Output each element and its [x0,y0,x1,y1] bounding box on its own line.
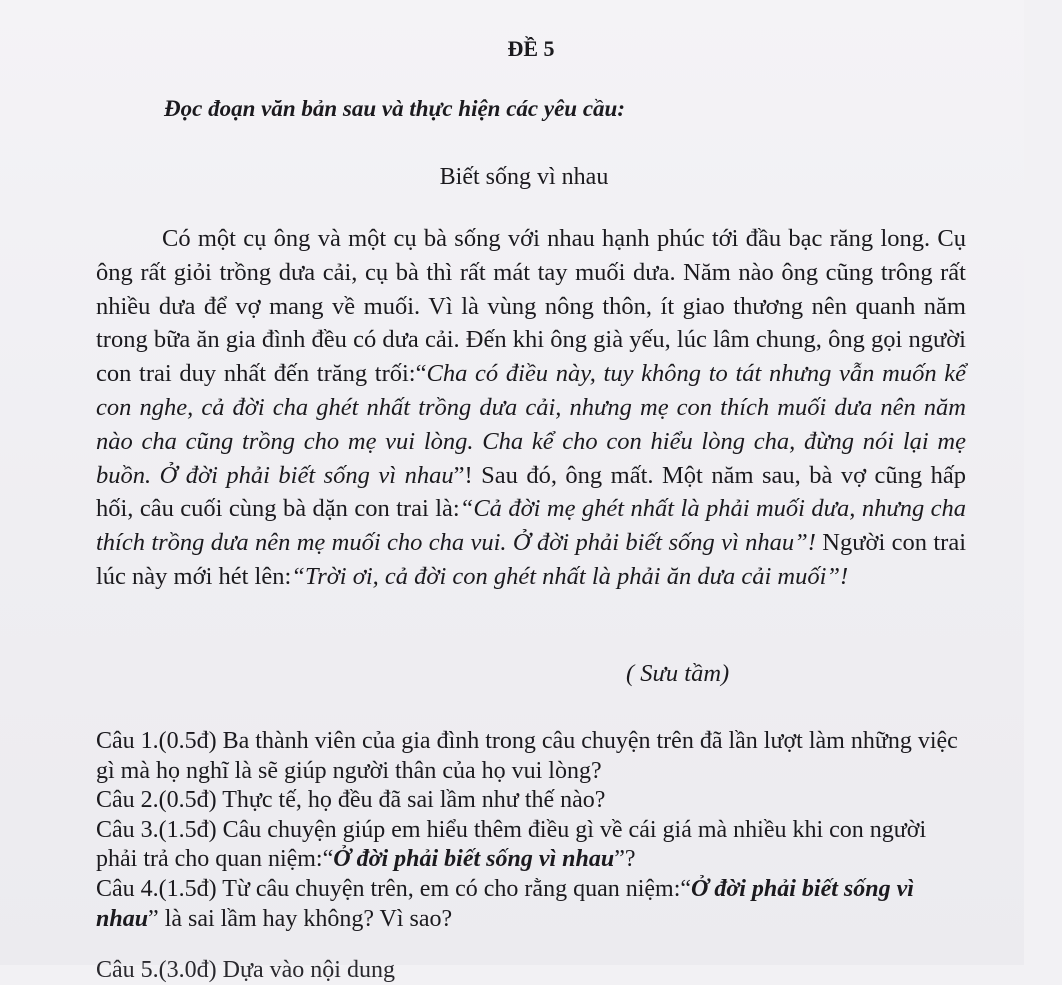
instruction-text: Đọc đoạn văn bản sau và thực hiện các yêu cầu: [164,96,625,121]
story-title: Biết sống vì nhau [439,164,609,190]
quoted-maxim: Ở đời phải biết sống vì nhau [96,875,914,932]
question-2: Câu 2.(0.5đ) Thực tế, họ đều đã sai lầm như thế nào? [96,787,606,814]
narration-3: Người con trai lúc này mới hét lên: [96,529,966,590]
question-3: Câu 3.(1.5đ) Câu chuyện giúp em hiểu thêm điều gì về cái giá mà nhiều khi con người phải trả cho quan niệm:“Ở đời phải biết sống vì nhau”? [96,816,927,873]
quoted-maxim: Ở đời phải biết sống vì nhau [333,846,615,873]
question-1: Câu 1.(0.5đ) Ba thành viên của gia đình trong câu chuyện trên đã lần lượt làm những việc gì mà họ nghĩ là sẽ giúp người thân của họ vui lòng? [96,728,958,784]
mother-quote: “Cả đời mẹ ghét nhất là phải muối dưa, nhưng cha thích trồng dưa nên mẹ muối cho cha vui. Ở đời phải biết sống vì nhau”! [96,495,967,557]
son-quote: “Trời ơi, cả đời con ghét nhất là phải ăn dưa cải muối”! [291,562,849,590]
source-note: ( Sưu tầm) [626,660,730,687]
question-5-cutoff: Câu 5.(3.0đ) Dựa vào nội dung [96,957,395,983]
narration-1: Có một cụ ông và một cụ bà sống với nhau hạnh phúc tới đầu bạc răng long. Cụ ông rất giỏi trồng dưa cải, cụ bà thì rất mát tay muối dưa. Năm nào ông cũng trông rất nhiều dưa để vợ mang về muối. Vì là vùng nông thôn, ít giao thương nên quanh năm trong bữa ăn gia đình đều có dưa cải. Đến khi ông già yếu, lúc lâm chung, ông gọi người con trai duy nhất đến trăng trối:“ [96,225,966,388]
question-list [96,727,968,934]
exam-heading: ĐỀ 5 [507,36,555,61]
father-quote: Cha có điều này, tuy không to tát nhưng vẫn muốn kể con nghe, cả đời cha ghét nhất trồng dưa cải, nhưng mẹ con thích muối dưa nên năm nào cha cũng trồng cho mẹ vui lòng. Cha kể cho con hiểu lòng cha, đừng nói lại mẹ buồn. Ở đời phải biết sống vì nhau [96,360,967,489]
passage [96,222,966,594]
narration-2: ”! Sau đó, ông mất. Một năm sau, bà vợ cũng hấp hối, câu cuối cùng bà dặn con trai là: [96,461,967,523]
question-4: Câu 4.(1.5đ) Từ câu chuyện trên, em có cho rằng quan niệm:“Ở đời phải biết sống vì nhau” là sai lầm hay không? Vì sao? [96,875,914,932]
passage-paragraph [96,222,966,594]
